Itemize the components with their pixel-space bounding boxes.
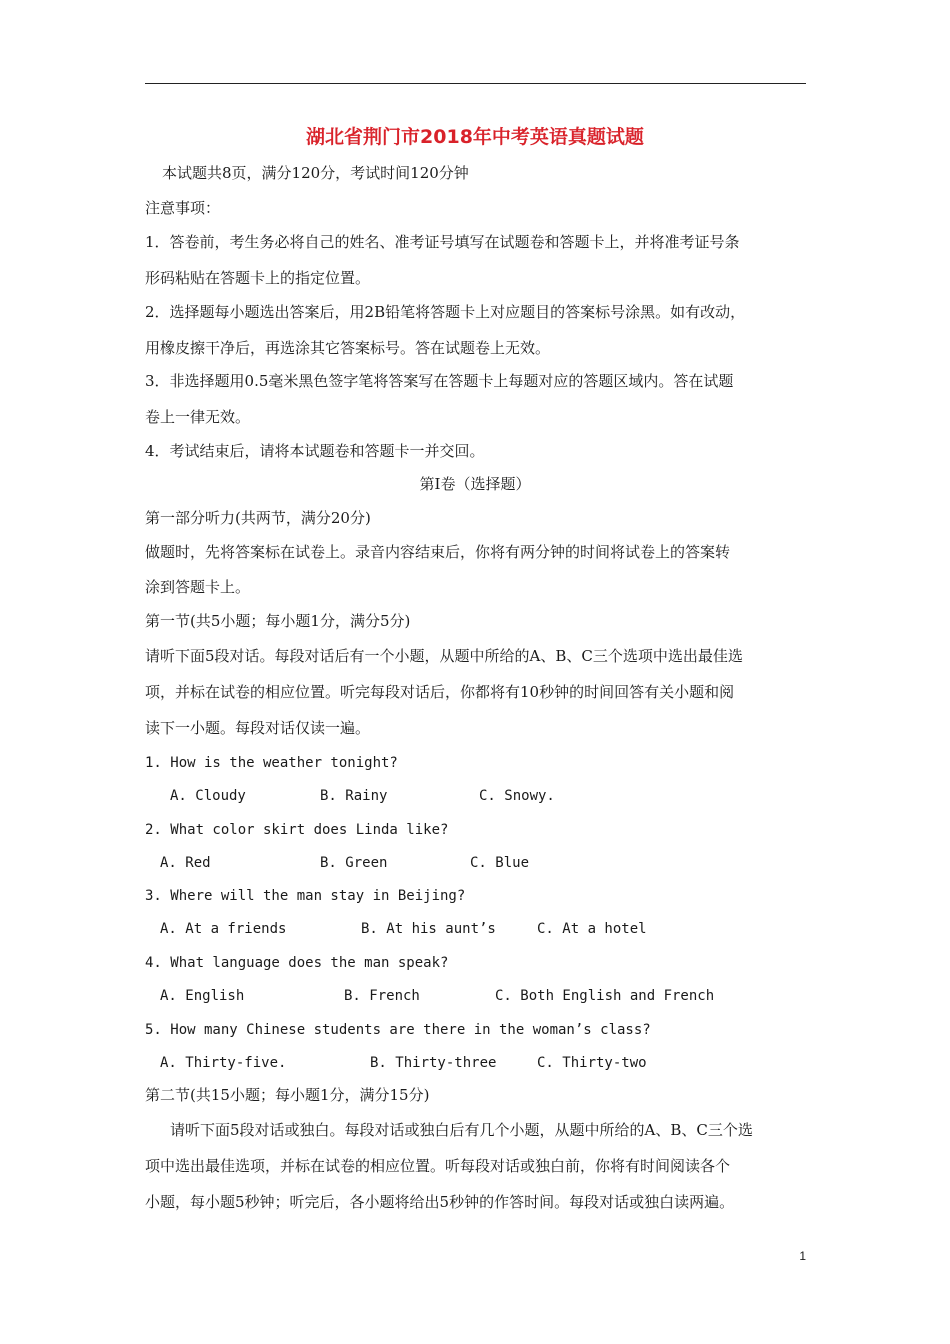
section1-heading: 第一节(共5小题；每小题1分，满分5分) bbox=[145, 612, 411, 630]
section2-instruction-line-3: 小题，每小题5秒钟；听完后，各小题将给出5秒钟的作答时间。每段对话或独白读两遍。 bbox=[145, 1193, 735, 1211]
q4-option-a: A. English bbox=[160, 988, 245, 1004]
notice-1-line-2: 形码粘贴在答题卡上的指定位置。 bbox=[145, 269, 371, 287]
q4-option-b: B. French bbox=[344, 988, 420, 1004]
q2-option-b: B. Green bbox=[320, 855, 388, 871]
q1-option-a: A. Cloudy bbox=[170, 788, 246, 804]
part1-heading: 第一部分听力(共两节，满分20分) bbox=[145, 509, 371, 527]
question-5: 5. How many Chinese students are there in the woman’s class? bbox=[145, 1022, 651, 1038]
notice-1-line-1: 1．答卷前，考生务必将自己的姓名、准考证号填写在试题卷和答题卡上，并将准考证号条 bbox=[145, 233, 740, 251]
part1-instruction-line-1: 做题时，先将答案标在试卷上。录音内容结束后，你将有两分钟的时间将试卷上的答案转 bbox=[145, 543, 731, 561]
section1-instruction-line-3: 读下一小题。每段对话仅读一遍。 bbox=[145, 719, 371, 737]
question-3: 3. Where will the man stay in Beijing? bbox=[145, 888, 466, 904]
q3-option-a: A. At a friends bbox=[160, 921, 287, 937]
q1-option-c: C. Snowy. bbox=[479, 788, 555, 804]
volume-title: 第Ⅰ卷（选择题） bbox=[419, 475, 531, 493]
header-rule bbox=[145, 83, 806, 84]
section1-instruction-line-1: 请听下面5段对话。每段对话后有一个小题，从题中所给的A、B、C三个选项中选出最佳选 bbox=[145, 647, 743, 665]
question-4: 4. What language does the man speak? bbox=[145, 955, 449, 971]
q3-option-c: C. At a hotel bbox=[537, 921, 647, 937]
notice-2-line-1: 2．选择题每小题选出答案后，用2B铅笔将答题卡上对应题目的答案标号涂黑。如有改动， bbox=[145, 303, 746, 321]
section2-heading: 第二节(共15小题；每小题1分，满分15分) bbox=[145, 1086, 430, 1104]
question-2: 2. What color skirt does Linda like? bbox=[145, 822, 449, 838]
q4-option-c: C. Both English and French bbox=[495, 988, 715, 1004]
document-title: 湖北省荆门市2018年中考英语真题试题 bbox=[306, 126, 644, 148]
exam-info: 本试题共8页，满分120分，考试时间120分钟 bbox=[162, 164, 469, 182]
section1-instruction-line-2: 项，并标在试卷的相应位置。听完每段对话后，你都将有10秒钟的时间回答有关小题和阅 bbox=[145, 683, 735, 701]
q2-option-c: C. Blue bbox=[470, 855, 530, 871]
q1-option-b: B. Rainy bbox=[320, 788, 388, 804]
q5-option-c: C. Thirty-two bbox=[537, 1055, 647, 1071]
notice-heading: 注意事项： bbox=[145, 199, 221, 217]
question-1: 1. How is the weather tonight? bbox=[145, 755, 398, 771]
q2-option-a: A. Red bbox=[160, 855, 211, 871]
section2-instruction-line-1: 请听下面5段对话或独白。每段对话或独白后有几个小题，从题中所给的A、B、C三个选 bbox=[170, 1121, 753, 1139]
notice-3-line-1: 3．非选择题用0.5毫米黑色签字笔将答案写在答题卡上每题对应的答题区域内。答在试题 bbox=[145, 372, 734, 390]
q3-option-b: B. At his aunt’s bbox=[361, 921, 496, 937]
part1-instruction-line-2: 涂到答题卡上。 bbox=[145, 578, 251, 596]
notice-4: 4．考试结束后，请将本试题卷和答题卡一并交回。 bbox=[145, 442, 485, 460]
q5-option-a: A. Thirty-five. bbox=[160, 1055, 287, 1071]
page-number: 1 bbox=[799, 1249, 806, 1263]
notice-3-line-2: 卷上一律无效。 bbox=[145, 408, 251, 426]
notice-2-line-2: 用橡皮擦干净后，再选涂其它答案标号。答在试题卷上无效。 bbox=[145, 339, 551, 357]
section2-instruction-line-2: 项中选出最佳选项，并标在试卷的相应位置。听每段对话或独白前，你将有时间阅读各个 bbox=[145, 1157, 731, 1175]
q5-option-b: B. Thirty-three bbox=[370, 1055, 497, 1071]
